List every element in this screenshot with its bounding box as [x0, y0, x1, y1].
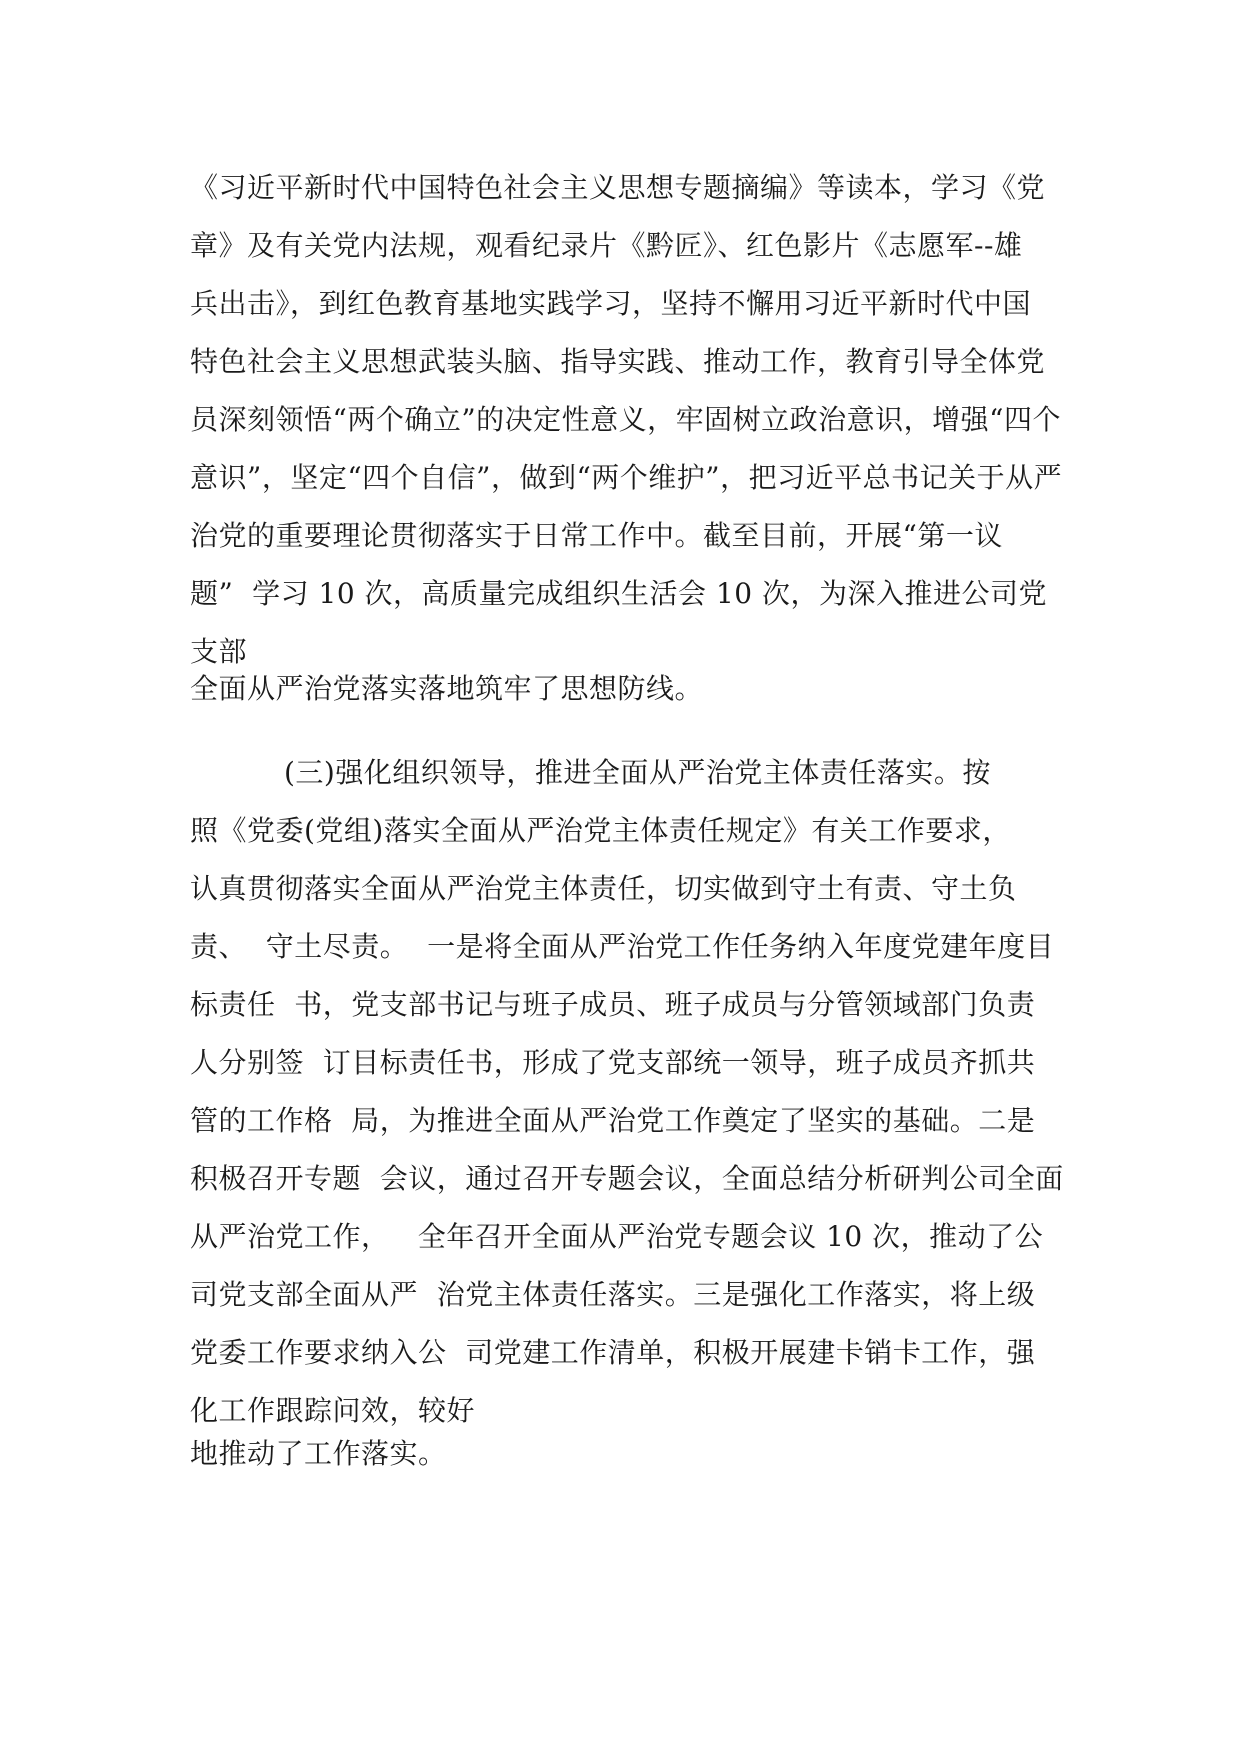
paragraph-1-line-7: 治党的重要理论贯彻落实于日常工作中。截至目前，开展“第一议: [190, 519, 1003, 552]
paragraph-2-line-3: 认真贯彻落实全面从严治党主体责任，切实做到守土有责、守土负: [190, 872, 1017, 905]
paragraph-1-line-4: 特色社会主义思想武装头脑、指导实践、推动工作，教育引导全体党: [190, 345, 1046, 378]
paragraph-1-line-10: 全面从严治党落实落地筑牢了思想防线。: [190, 672, 704, 705]
paragraph-2-line-11: 党委工作要求纳入公 司党建工作清单，积极开展建卡销卡工作，强: [190, 1336, 1036, 1369]
paragraph-2-line-4: 责、 守土尽责。 一是将全面从严治党工作任务纳入年度党建年度目: [190, 930, 1055, 963]
paragraph-2-line-9: 从严治党工作， 全年召开全面从严治党专题会议 10 次，推动了公: [190, 1220, 1044, 1253]
paragraph-2-line-7: 管的工作格 局，为推进全面从严治党工作奠定了坚实的基础。二是: [190, 1104, 1036, 1137]
paragraph-1-line-8: 题” 学习 10 次，高质量完成组织生活会 10 次，为深入推进公司党: [190, 577, 1047, 610]
paragraph-2-line-8: 积极召开专题 会议，通过召开专题会议，全面总结分析研判公司全面: [190, 1162, 1064, 1195]
paragraph-2-line-1: (三)强化组织领导，推进全面从严治党主体责任落实。按: [190, 756, 991, 789]
paragraph-2-line-10: 司党支部全面从严 治党主体责任落实。三是强化工作落实，将上级: [190, 1278, 1036, 1311]
paragraph-1-line-1: 《习近平新时代中国特色社会主义思想专题摘编》等读本，学习《党: [190, 171, 1046, 204]
paragraph-2-line-2: 照《党委(党组)落实全面从严治党主体责任规定》有关工作要求，: [190, 814, 1011, 847]
paragraph-2-line-5: 标责任 书，党支部书记与班子成员、班子成员与分管领域部门负责: [190, 988, 1036, 1021]
paragraph-1-line-6: 意识”，坚定“四个自信”，做到“两个维护”，把习近平总书记关于从严: [190, 461, 1063, 494]
paragraph-1-line-5: 员深刻领悟“两个确立”的决定性意义，牢固树立政治意识，增强“四个: [190, 403, 1061, 436]
paragraph-2-line-6: 人分别签 订目标责任书，形成了党支部统一领导，班子成员齐抓共: [190, 1046, 1036, 1079]
paragraph-2-line-13: 地推动了工作落实。: [190, 1437, 447, 1470]
paragraph-1-line-9: 支部: [190, 635, 248, 668]
paragraph-1-line-3: 兵出击》，到红色教育基地实践学习，坚持不懈用习近平新时代中国: [190, 287, 1032, 320]
paragraph-1-line-2: 章》及有关党内法规，观看纪录片《黔匠》、红色影片《志愿军--雄: [190, 229, 1023, 262]
paragraph-2-line-12: 化工作跟踪问效，较好: [190, 1394, 476, 1427]
